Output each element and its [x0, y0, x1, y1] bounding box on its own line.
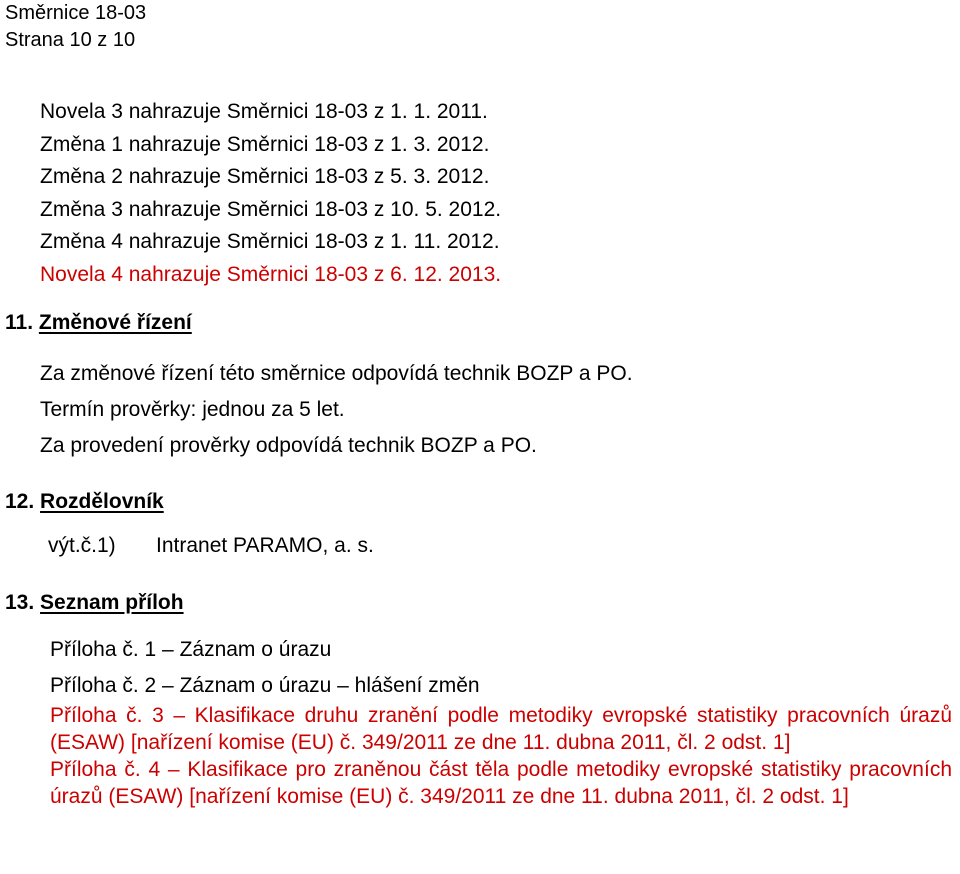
section-title: Seznam příloh — [40, 591, 184, 614]
history-line: Změna 2 nahrazuje Směrnici 18-03 z 5. 3. 2012. — [40, 165, 490, 188]
section-11-line: Za změnové řízení této směrnice odpovídá technik BOZP a PO. — [40, 362, 633, 385]
history-line: Změna 3 nahrazuje Směrnici 18-03 z 10. 5. 2012. — [40, 197, 502, 221]
page-header — [5, 0, 146, 54]
copy-label: výt.č.1) — [48, 534, 116, 557]
page-number: Strana 10 z 10 — [5, 29, 136, 51]
distribution-entry — [48, 534, 374, 558]
section-12-heading — [5, 490, 164, 514]
attachment-item: Příloha č. 1 – Záznam o úrazu — [50, 638, 332, 661]
attachment-list — [50, 634, 952, 810]
section-11-body — [40, 356, 633, 464]
section-11-line: Za provedení prověrky odpovídá technik BOZP a PO. — [40, 434, 537, 457]
section-11-heading — [5, 311, 192, 335]
section-number: 12. — [5, 490, 35, 513]
section-13-heading — [5, 591, 184, 615]
recipient: Intranet PARAMO, a. s. — [156, 534, 374, 557]
document-title: Směrnice 18-03 — [5, 2, 147, 24]
section-11-line: Termín prověrky: jednou za 5 let. — [40, 398, 345, 421]
revision-history — [40, 96, 501, 291]
history-line: Změna 4 nahrazuje Směrnici 18-03 z 1. 11. 2012. — [40, 230, 500, 253]
history-line: Novela 3 nahrazuje Směrnici 18-03 z 1. 1. 2011. — [40, 100, 488, 123]
history-line-highlighted: Novela 4 nahrazuje Směrnici 18-03 z 6. 12. 2013. — [40, 262, 502, 286]
history-line: Změna 1 nahrazuje Směrnici 18-03 z 1. 3. 2012. — [40, 132, 490, 156]
section-title: Rozdělovník — [40, 490, 164, 513]
attachment-item-highlighted: Příloha č. 4 – Klasifikace pro zraněnou část těla podle metodiky evropské statistiky pracovních úrazů (ESAW) [nařízení komise (EU) č. 349/2011 ze dne 11. dubna 2011, čl. 2 odst. 1] — [50, 758, 952, 808]
section-number: 11. — [5, 311, 34, 334]
section-title: Změnové řízení — [38, 311, 192, 334]
attachment-item: Příloha č. 2 – Záznam o úrazu – hlášení změn — [50, 674, 480, 697]
section-number: 13. — [5, 591, 35, 614]
attachment-item-highlighted: Příloha č. 3 – Klasifikace druhu zranění podle metodiky evropské statistiky pracovních úrazů (ESAW) [nařízení komise (EU) č. 349/2011 ze dne 11. dubna 2011, čl. 2 odst. 1] — [50, 704, 952, 754]
